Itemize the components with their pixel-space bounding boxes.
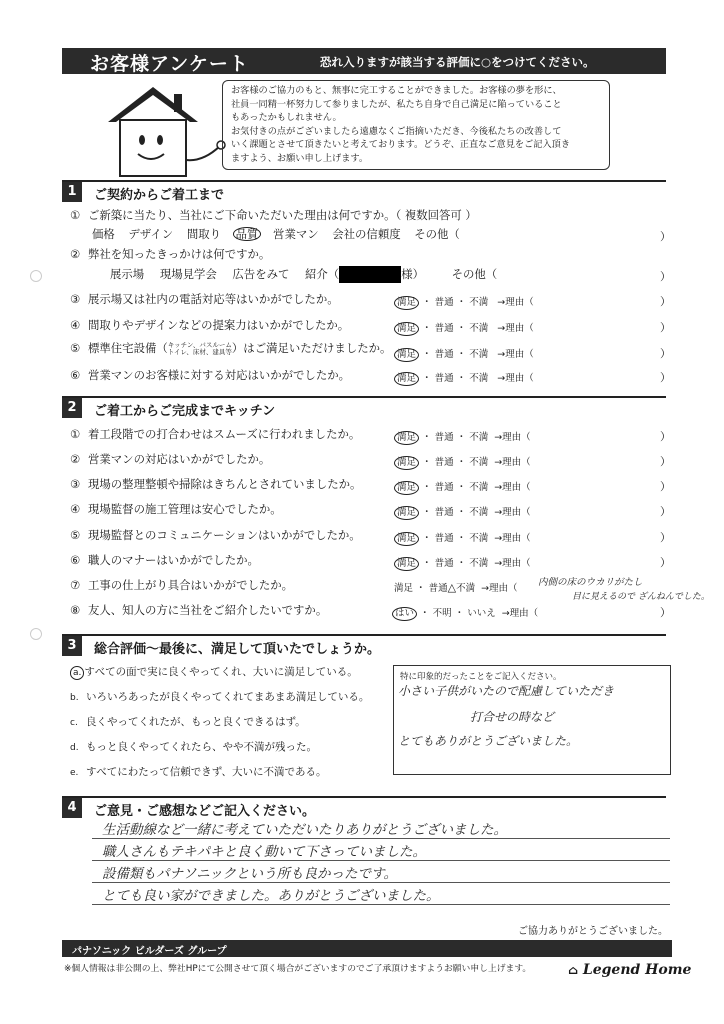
question-number: ③ — [70, 292, 81, 306]
paren-close: ） — [660, 480, 671, 493]
reason-label: →理由（ — [497, 323, 534, 334]
option-design[interactable]: デザイン — [128, 227, 174, 241]
recommend-unknown[interactable]: 不明 — [432, 608, 452, 619]
separator: ・ — [422, 432, 432, 443]
rating-options — [394, 320, 534, 336]
paren-close: ） — [660, 347, 671, 360]
source-options — [110, 266, 497, 283]
rating-unsatisfied[interactable]: 不満 — [469, 323, 489, 334]
intro-message-box — [222, 80, 610, 170]
option-site-tour[interactable]: 現場見学会 — [159, 267, 217, 281]
rating-options — [394, 504, 531, 520]
question-number: ⑤ — [70, 528, 81, 542]
rating-normal[interactable]: 普通 — [434, 373, 454, 384]
option-text: すべての面で実に良くやってくれ、大いに満足している。 — [84, 666, 358, 678]
reason-label: →理由（ — [494, 457, 531, 468]
note-bottom: トイレ、床材、建具等 — [167, 347, 232, 356]
page-title: お客様アンケート — [90, 53, 249, 75]
rating-options — [394, 346, 534, 362]
option-other[interactable]: その他（ — [414, 227, 460, 241]
question-text: 着工段階での打合わせはスムーズに行われましたか。 — [88, 427, 361, 441]
impression-line-3: とてもありがとうございました。 — [398, 734, 579, 748]
option-trust[interactable]: 会社の信頼度 — [332, 227, 401, 241]
option-advert[interactable]: 広告をみて — [232, 267, 290, 281]
reason-label: →理由（ — [481, 583, 518, 594]
question-1-2 — [70, 246, 270, 264]
question-text: 現場監督とのコミュニケーションはいかがでしたか。 — [88, 528, 361, 542]
question-text: ）はご満足いただけましたか。 — [231, 341, 392, 355]
rating-unsatisfied[interactable]: 不満 — [469, 482, 489, 493]
rating-unsatisfied[interactable]: 不満 — [469, 507, 489, 518]
footer-brand: パナソニック ビルダーズ グループ — [72, 946, 227, 957]
rating-normal[interactable]: 普通 — [434, 432, 454, 443]
rating-satisfied-circled[interactable]: 満足 — [394, 431, 419, 445]
reason-label: →理由（ — [494, 558, 531, 569]
option-floorplan[interactable]: 間取り — [186, 227, 221, 241]
separator: ・ — [422, 533, 432, 544]
separator: ・ — [422, 373, 432, 384]
separator: ・ — [456, 482, 467, 493]
paren-close: ） — [660, 371, 671, 384]
paren-close: ） — [660, 321, 671, 334]
question-number: ② — [70, 452, 81, 466]
separator: ・ — [456, 533, 467, 544]
impression-label: 特に印象的だったことをご記入ください。 — [400, 672, 562, 682]
overall-option-a[interactable] — [70, 664, 358, 680]
section-4-header — [62, 796, 666, 818]
section-number: 3 — [62, 636, 82, 656]
option-text: 良くやってくれたが、もっと良くできるはず。 — [86, 716, 306, 728]
rating-unsatisfied[interactable]: 不満 — [469, 297, 489, 308]
rating-satisfied-circled[interactable]: 満足 — [394, 348, 419, 362]
footer-bar — [62, 940, 672, 957]
separator: ・ — [422, 323, 432, 334]
rating-normal[interactable]: 普通 — [434, 457, 454, 468]
section-title: ご契約からご着工まで — [94, 188, 225, 203]
section-title: ご着工からご完成までキッチン — [94, 404, 276, 419]
rating-normal[interactable]: 普通 — [434, 297, 454, 308]
question-2-7 — [70, 577, 293, 595]
reason-label: →理由（ — [497, 349, 534, 360]
reason-label: →理由（ — [494, 432, 531, 443]
impression-line-2: 打合せの時など — [470, 710, 555, 724]
rating-unsatisfied[interactable]: 不満 — [469, 432, 489, 443]
comment-line — [92, 838, 670, 839]
question-text: 現場監督の施工管理は安心でしたか。 — [88, 502, 282, 516]
rating-satisfied-circled[interactable]: 満足 — [394, 506, 419, 520]
rating-options — [394, 580, 518, 594]
separator: ・ — [456, 457, 467, 468]
question-number: ④ — [70, 502, 81, 516]
paren-close: ） — [660, 270, 671, 283]
recommend-no[interactable]: いいえ — [467, 608, 496, 619]
paren-close: ） — [660, 606, 671, 619]
separator: ・ — [420, 608, 430, 619]
question-2-1 — [70, 426, 360, 444]
rating-unsatisfied[interactable]: 不満 — [469, 349, 489, 360]
section-1-header — [62, 180, 666, 202]
question-number: ⑤ — [70, 341, 81, 355]
question-2-6 — [70, 552, 259, 570]
option-other[interactable]: その他（ — [451, 267, 498, 281]
separator: ・ — [456, 323, 467, 334]
comment-text-line-2: 職人さんもテキパキと良く動いて下さっていました。 — [102, 844, 426, 860]
section-title: ご意見・ご感想などご記入ください。 — [94, 804, 316, 819]
q7-comment-line-2: 目に見えるので ざんねんでした。 — [572, 592, 710, 602]
triangle-mark-icon: △ — [447, 581, 457, 594]
option-letter: e. — [70, 768, 79, 778]
option-referral[interactable]: 紹介（ — [305, 267, 340, 281]
section-3-header — [62, 634, 666, 656]
question-text: 標準住宅設備（ — [88, 341, 168, 355]
rating-normal[interactable]: 普通 — [434, 533, 454, 544]
punch-hole — [30, 628, 42, 640]
rating-satisfied-circled[interactable]: 満足 — [394, 456, 419, 470]
reason-label: →理由（ — [494, 507, 531, 518]
separator: ・ — [422, 558, 432, 569]
comment-line — [92, 904, 670, 905]
question-2-3 — [70, 476, 361, 494]
privacy-note: ※個人情報は非公開の上、弊社HPにて公開させて頂く場合がございますのでご了承頂けますようお願い申し上げます。 — [64, 964, 532, 974]
reason-label: →理由（ — [494, 482, 531, 493]
rating-options — [394, 479, 531, 495]
question-number: ③ — [70, 477, 81, 491]
option-salesman[interactable]: 営業マン — [273, 227, 319, 241]
comment-line — [92, 882, 670, 883]
separator: ・ — [422, 507, 432, 518]
header-bar — [62, 48, 666, 74]
question-number: ① — [70, 427, 81, 441]
option-price[interactable]: 価格 — [92, 227, 115, 241]
question-number: ② — [70, 247, 81, 261]
intro-line: もあったかもしれません。 — [231, 112, 342, 123]
option-letter-circled: a. — [70, 666, 84, 680]
q7-comment-line-1: 内側の床のウカリがたし — [538, 577, 643, 588]
paren-close: ） — [660, 531, 671, 544]
rating-satisfied[interactable]: 満足 — [394, 583, 414, 594]
question-number: ⑧ — [70, 603, 81, 617]
overall-option-b[interactable] — [70, 689, 369, 704]
rating-normal[interactable]: 普通 — [434, 482, 454, 493]
reason-options — [92, 226, 460, 242]
thanks-text: ご協力ありがとうございました。 — [518, 926, 668, 937]
rating-unsatisfied[interactable]: 不満 — [469, 457, 489, 468]
question-text: 職人のマナーはいかがでしたか。 — [88, 553, 259, 567]
separator: ・ — [456, 507, 467, 518]
rating-options — [394, 294, 534, 310]
rating-satisfied-circled[interactable]: 満足 — [394, 532, 419, 546]
overall-option-c[interactable] — [70, 714, 306, 729]
question-number: ⑥ — [70, 553, 81, 567]
question-text: 現場の整理整頓や掃除はきちんとされていましたか。 — [88, 477, 362, 491]
question-number: ④ — [70, 318, 81, 332]
option-letter: b. — [70, 693, 79, 703]
reason-label: →理由（ — [501, 608, 539, 619]
rating-satisfied-circled[interactable]: 満足 — [394, 372, 419, 386]
question-number: ① — [70, 208, 81, 222]
paren-close: ） — [660, 230, 671, 243]
reason-label: →理由（ — [497, 297, 534, 308]
rating-normal[interactable]: 普通 — [434, 323, 454, 334]
separator: ・ — [456, 349, 467, 360]
question-number: ⑥ — [70, 368, 81, 382]
question-text: 弊社を知ったきっかけは何ですか。 — [88, 247, 271, 261]
header-instruction: 恐れ入りますが該当する評価に○をつけてください。 — [320, 55, 595, 69]
question-1-4 — [70, 317, 349, 335]
paren-close: ） — [660, 455, 671, 468]
separator: ・ — [456, 432, 467, 443]
rating-options — [394, 530, 531, 546]
option-text: いろいろあったが良くやってくれてまあまあ満足している。 — [86, 691, 370, 703]
question-2-4 — [70, 501, 282, 519]
redacted-name — [339, 266, 401, 283]
question-text: ご新築に当たり、当社にご下命いただいた理由は何ですか。（ 複数回答可 ） — [88, 208, 477, 222]
option-letter: d. — [70, 743, 79, 753]
reason-label: →理由（ — [497, 373, 534, 384]
rating-normal[interactable]: 普通 — [434, 507, 454, 518]
question-text: 間取りやデザインなどの提案力はいかがでしたか。 — [88, 318, 350, 332]
question-2-2 — [70, 451, 270, 469]
question-text: 展示場又は社内の電話対応等はいかがでしたか。 — [88, 292, 339, 306]
section-2-header — [62, 396, 666, 418]
impression-line-1: 小さい子供がいたので配慮していただき — [398, 684, 615, 698]
rating-options — [394, 555, 531, 571]
rating-unsatisfied[interactable]: 不満 — [469, 373, 489, 384]
rating-unsatisfied[interactable]: 不満 — [469, 533, 489, 544]
separator: ・ — [422, 349, 432, 360]
question-1-6 — [70, 367, 350, 385]
section-number: 1 — [62, 182, 82, 202]
rating-options — [394, 454, 531, 470]
intro-line: ますよう、お願い申し上げます。 — [231, 152, 369, 164]
recommend-yes-circled[interactable]: はい — [392, 607, 417, 621]
overall-option-d[interactable] — [70, 739, 317, 754]
rating-options — [394, 429, 531, 445]
paren-close: ） — [660, 556, 671, 569]
question-1-5 — [70, 340, 391, 362]
rating-satisfied-circled[interactable]: 満足 — [394, 481, 419, 495]
comment-line — [92, 860, 670, 861]
question-2-5 — [70, 527, 361, 545]
option-showroom[interactable]: 展示場 — [110, 267, 145, 281]
paren-close: ） — [660, 430, 671, 443]
option-quality-circled[interactable]: 品質 — [233, 227, 262, 241]
separator: ・ — [456, 558, 467, 569]
question-text: 友人、知人の方に当社をご紹介したいですか。 — [88, 603, 328, 617]
house-mascot-icon — [98, 82, 228, 182]
question-1-1 — [70, 207, 477, 225]
option-text: もっと良くやってくれたら、やや不満が残った。 — [86, 741, 317, 753]
overall-option-e[interactable] — [70, 764, 326, 779]
separator: ・ — [422, 482, 432, 493]
intro-line: いく課題とさせて頂きたいと考えております。どうぞ、正直なご意見をご記入頂き — [231, 139, 571, 150]
rating-options — [394, 370, 534, 386]
section-title: 総合評価～最後に、満足して頂いたでしょうか。 — [94, 642, 381, 657]
logo-text: Legend Home — [582, 962, 692, 978]
reason-label: →理由（ — [494, 533, 531, 544]
comment-text-line-4: とても良い家ができました。ありがとうございました。 — [102, 888, 440, 904]
separator: ・ — [422, 297, 432, 308]
intro-line: お気付きの点がございましたら遠慮なくご指摘いただき、今後私たちの改善して — [231, 125, 562, 137]
rating-satisfied-circled[interactable]: 満足 — [394, 557, 419, 571]
company-logo — [568, 962, 691, 978]
option-letter: c. — [70, 718, 78, 728]
comment-text-line-1: 生活動線など一緒に考えていただいたりありがとうございました。 — [102, 822, 507, 838]
logo-mark-icon: ⌂ — [568, 963, 579, 977]
punch-hole — [30, 270, 42, 282]
option-text: すべてにわたって信頼できず、大いに不満である。 — [86, 766, 327, 778]
equipment-note — [168, 342, 232, 356]
rating-unsatisfied[interactable]: 不満 — [456, 583, 476, 594]
intro-line: 社員一同精一杯努力して参りましたが、私たち自身で自己満足に陥っていること — [231, 98, 562, 110]
rating-normal[interactable]: 普通 — [434, 558, 454, 569]
section-number: 2 — [62, 398, 82, 418]
question-text: 営業マンのお客様に対する対応はいかがでしたか。 — [88, 368, 350, 382]
paren-close: ） — [660, 505, 671, 518]
separator: ・ — [456, 297, 467, 308]
question-1-3 — [70, 291, 339, 309]
rating-unsatisfied[interactable]: 不満 — [469, 558, 489, 569]
rating-satisfied-circled[interactable]: 満足 — [394, 322, 419, 336]
intro-line: お客様のご協力のもと、無事に完工することができました。お客様の夢を形に、 — [231, 85, 562, 96]
separator: ・ — [422, 457, 432, 468]
separator: ・ — [416, 583, 426, 594]
separator: ・ — [456, 373, 467, 384]
note-top: キッチン、バスルーム — [167, 340, 232, 349]
comment-text-line-3: 設備類もパナソニックという所も良かったです。 — [102, 866, 397, 882]
recommend-options — [392, 605, 538, 621]
paren-close: ） — [660, 295, 671, 308]
rating-normal[interactable]: 普通 — [434, 349, 454, 360]
question-number: ⑦ — [70, 578, 81, 592]
question-2-8 — [70, 602, 327, 620]
rating-normal[interactable]: 普通 — [428, 583, 448, 594]
question-text: 営業マンの対応はいかがでしたか。 — [88, 452, 271, 466]
separator: ・ — [454, 608, 465, 619]
referral-suffix: 様） — [401, 267, 424, 281]
section-number: 4 — [62, 798, 82, 818]
rating-satisfied-circled[interactable]: 満足 — [394, 296, 419, 310]
question-text: 工事の仕上がり具合はいかがでしたか。 — [88, 578, 294, 592]
